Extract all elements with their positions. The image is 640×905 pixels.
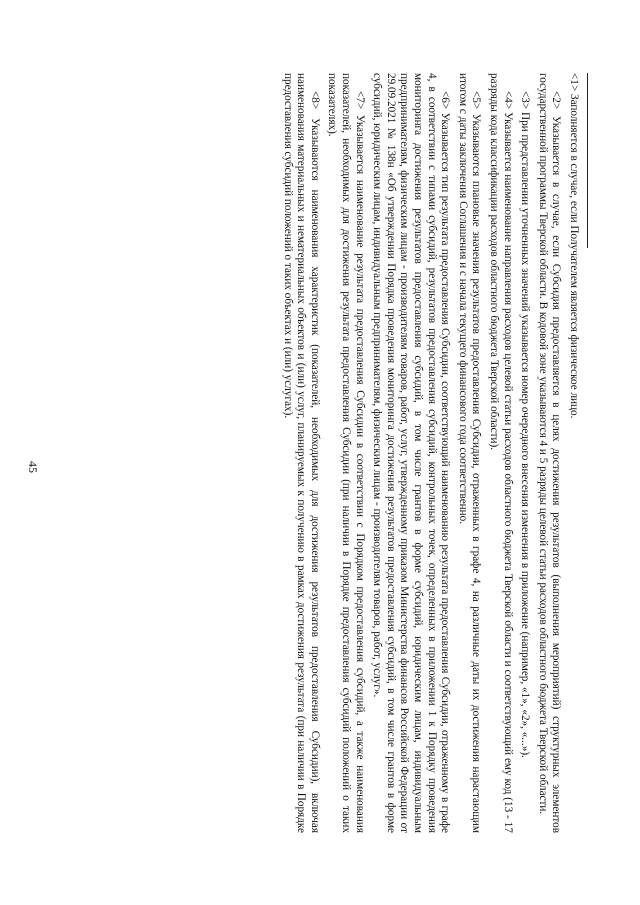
footnote-4: <4> Указывается наименование направления расходов целевой статьи расходов областного бюджета Тверской области и соответствующий ему код (13 - 17 разряды кода классификации расходов областного бюджета Тверской области).: [488, 73, 514, 833]
footnote-1: <1> Заполняется в случае, если Получателем является физическое лицо.: [568, 73, 580, 419]
footnote-3: <3> При представлении уточненных значений указывается номер очередного внесения изменения в приложение (например, «1», «2», «...»).: [519, 91, 532, 758]
footnote-5: <5> Указываются плановые значения результатов предоставления Субсидии, отраженных в графе 4, на различные даты их достижения нарастающим итогом с даты заключения Соглашения и с начала текущего финансового года соответственно.: [456, 73, 483, 833]
footnote-7: <7> Указывается наименование результата предоставления Субсидии в соответствии с Порядком предоставления субсидий, а также наименования показателей, необходимых для достижения результата предоставления Субсидии (при наличии в Порядке предоставления субсидий положений о таких показателях).: [326, 73, 366, 833]
footnote-2: <2> Указывается в случае, если Субсидия предоставляется в целях достижения результатов (выполнения мероприятий) структурных элементов государственной программы Тверской области. В кодовой зоне указываются 4 и 5 разряды целевой статьи расходов областного бюджета Тверской области.: [536, 73, 563, 833]
footnote-8: <8> Указываются наименования характеристик (показателей, необходимых для достижения результатов предоставления Субсидии), включая наименования материальных и нематериальных объектов и (или) услуг, планируемых к получению в рамках достижения результата (при наличии в Порядке предоставления субсидий положений о таких объектах и (или) услугах).: [281, 73, 321, 833]
footnote-6: <6> Указывается тип результата предоставления Субсидии, соответствующий наименованию результата предоставления Субсидии, отраженному в графе 4, в соответствии с типами субсидий, результатов предоставления субсидий, контрольных точек, определенных в приложении 1 к Порядку проведения мониторинга достижения результатов предоставления субсидий, в том числе грантов в форме субсидий, юридическим лицам, индивидуальным предпринимателям, физическим лицам - производителям товаров, работ, услуг, утвержденному приказом Министерства финансов Российской Федерации от 29.09.2021 № 138н «Об утверждении Порядка проведения мониторинга достижения результатов предоставления субсидий, в том числе грантов в форме субсидий, юридическим лицам, индивидуальным предпринимателям, физическим лицам - производителям товаров, работ, услуг».: [371, 73, 452, 833]
page-number: 45: [26, 461, 40, 473]
footnote-separator: [587, 73, 588, 248]
footnotes-block: [98, 73, 588, 833]
